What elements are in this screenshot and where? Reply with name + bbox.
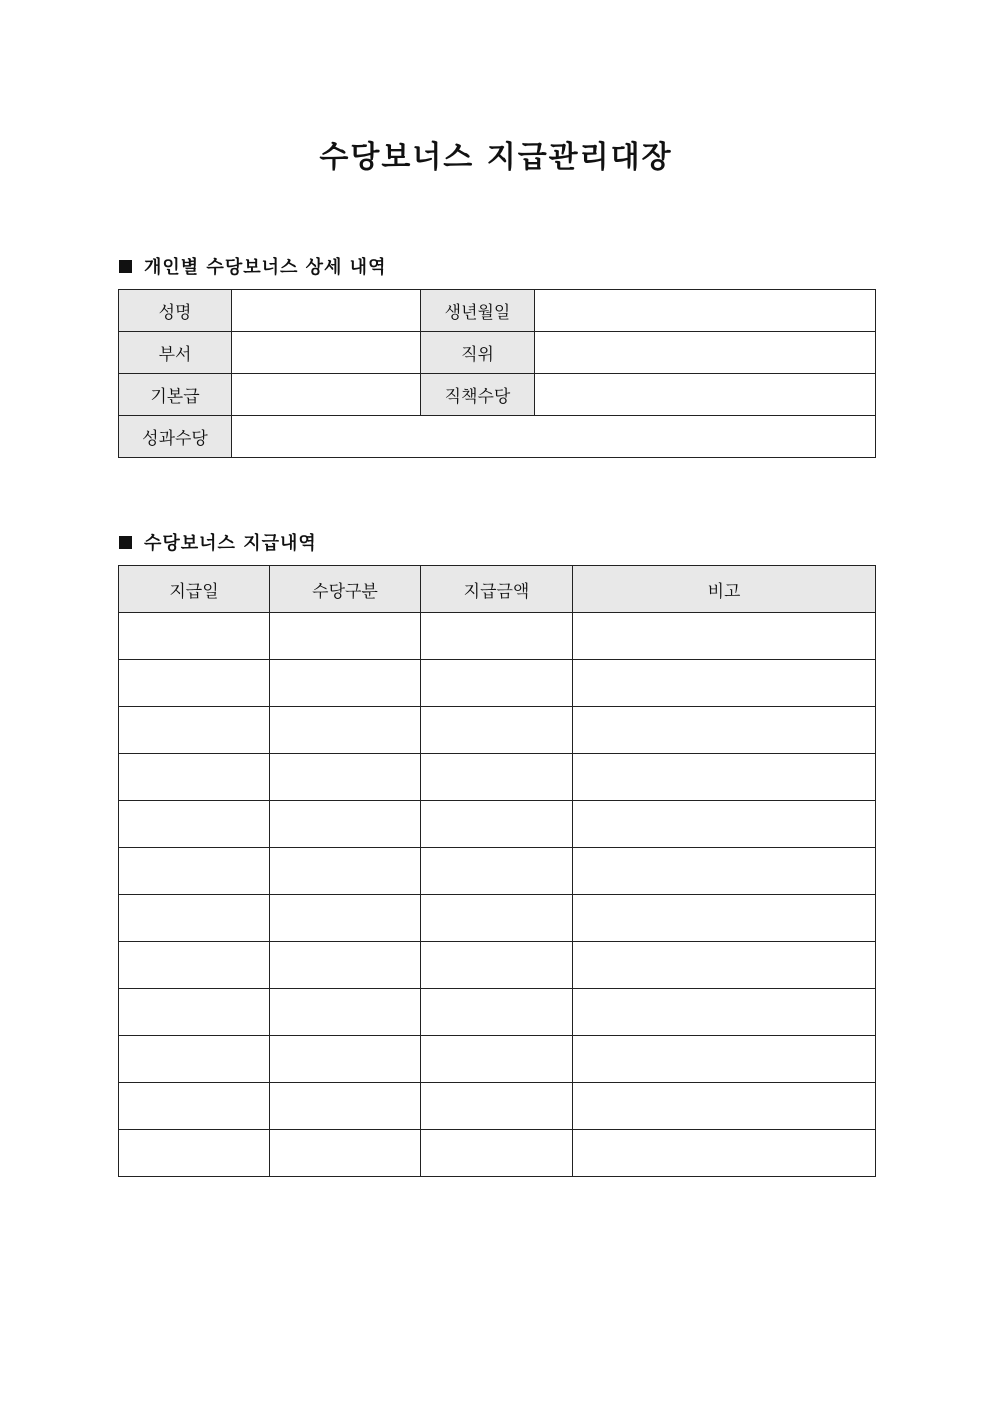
name-field[interactable] bbox=[232, 290, 421, 332]
duty-allowance-field[interactable] bbox=[535, 374, 876, 416]
performance-allowance-field[interactable] bbox=[232, 416, 876, 458]
amount-cell[interactable] bbox=[421, 707, 573, 754]
note-cell[interactable] bbox=[573, 613, 876, 660]
birth-field[interactable] bbox=[535, 290, 876, 332]
amount-cell[interactable] bbox=[421, 1036, 573, 1083]
amount-cell[interactable] bbox=[421, 848, 573, 895]
type-cell[interactable] bbox=[270, 801, 421, 848]
duty-allowance-label: 직책수당 bbox=[421, 374, 535, 416]
section-heading-personal bbox=[119, 253, 386, 279]
type-cell[interactable] bbox=[270, 754, 421, 801]
date-cell[interactable] bbox=[119, 1083, 270, 1130]
date-cell[interactable] bbox=[119, 613, 270, 660]
amount-cell[interactable] bbox=[421, 942, 573, 989]
amount-cell[interactable] bbox=[421, 1130, 573, 1177]
type-cell[interactable] bbox=[270, 942, 421, 989]
table-row bbox=[119, 416, 876, 458]
table-row bbox=[119, 754, 876, 801]
table-row bbox=[119, 660, 876, 707]
table-row bbox=[119, 1036, 876, 1083]
date-cell[interactable] bbox=[119, 942, 270, 989]
position-field[interactable] bbox=[535, 332, 876, 374]
column-header-type: 수당구분 bbox=[270, 566, 421, 613]
dept-field[interactable] bbox=[232, 332, 421, 374]
table-header-row bbox=[119, 566, 876, 613]
amount-cell[interactable] bbox=[421, 801, 573, 848]
date-cell[interactable] bbox=[119, 1130, 270, 1177]
table-row bbox=[119, 801, 876, 848]
amount-cell[interactable] bbox=[421, 895, 573, 942]
date-cell[interactable] bbox=[119, 801, 270, 848]
type-cell[interactable] bbox=[270, 660, 421, 707]
table-row bbox=[119, 895, 876, 942]
table-row bbox=[119, 374, 876, 416]
section-heading-label: 개인별 수당보너스 상세 내역 bbox=[144, 257, 387, 278]
date-cell[interactable] bbox=[119, 895, 270, 942]
date-cell[interactable] bbox=[119, 1036, 270, 1083]
column-header-note: 비고 bbox=[573, 566, 876, 613]
note-cell[interactable] bbox=[573, 1083, 876, 1130]
table-row bbox=[119, 848, 876, 895]
position-label: 직위 bbox=[421, 332, 535, 374]
section-heading-label: 수당보너스 지급내역 bbox=[144, 533, 317, 554]
table-row bbox=[119, 1130, 876, 1177]
table-row bbox=[119, 942, 876, 989]
table-row bbox=[119, 332, 876, 374]
date-cell[interactable] bbox=[119, 848, 270, 895]
type-cell[interactable] bbox=[270, 848, 421, 895]
date-cell[interactable] bbox=[119, 989, 270, 1036]
amount-cell[interactable] bbox=[421, 660, 573, 707]
amount-cell[interactable] bbox=[421, 613, 573, 660]
dept-label: 부서 bbox=[119, 332, 232, 374]
type-cell[interactable] bbox=[270, 613, 421, 660]
date-cell[interactable] bbox=[119, 707, 270, 754]
note-cell[interactable] bbox=[573, 1036, 876, 1083]
performance-allowance-label: 성과수당 bbox=[119, 416, 232, 458]
amount-cell[interactable] bbox=[421, 1083, 573, 1130]
type-cell[interactable] bbox=[270, 1130, 421, 1177]
note-cell[interactable] bbox=[573, 754, 876, 801]
section-heading-payments bbox=[119, 529, 317, 555]
note-cell[interactable] bbox=[573, 660, 876, 707]
personal-details-table bbox=[118, 289, 876, 458]
base-pay-label: 기본급 bbox=[119, 374, 232, 416]
name-label: 성명 bbox=[119, 290, 232, 332]
table-row bbox=[119, 707, 876, 754]
column-header-date: 지급일 bbox=[119, 566, 270, 613]
type-cell[interactable] bbox=[270, 895, 421, 942]
square-bullet-icon bbox=[119, 260, 132, 273]
amount-cell[interactable] bbox=[421, 754, 573, 801]
amount-cell[interactable] bbox=[421, 989, 573, 1036]
note-cell[interactable] bbox=[573, 848, 876, 895]
page-title: 수당보너스 지급관리대장 bbox=[319, 140, 673, 175]
table-row bbox=[119, 290, 876, 332]
table-row bbox=[119, 989, 876, 1036]
type-cell[interactable] bbox=[270, 1036, 421, 1083]
square-bullet-icon bbox=[119, 536, 132, 549]
type-cell[interactable] bbox=[270, 989, 421, 1036]
note-cell[interactable] bbox=[573, 989, 876, 1036]
note-cell[interactable] bbox=[573, 707, 876, 754]
base-pay-field[interactable] bbox=[232, 374, 421, 416]
note-cell[interactable] bbox=[573, 895, 876, 942]
column-header-amount: 지급금액 bbox=[421, 566, 573, 613]
table-row bbox=[119, 613, 876, 660]
type-cell[interactable] bbox=[270, 1083, 421, 1130]
note-cell[interactable] bbox=[573, 942, 876, 989]
birth-label: 생년월일 bbox=[421, 290, 535, 332]
date-cell[interactable] bbox=[119, 754, 270, 801]
table-row bbox=[119, 1083, 876, 1130]
type-cell[interactable] bbox=[270, 707, 421, 754]
note-cell[interactable] bbox=[573, 1130, 876, 1177]
date-cell[interactable] bbox=[119, 660, 270, 707]
note-cell[interactable] bbox=[573, 801, 876, 848]
payment-history-table bbox=[118, 565, 876, 1177]
